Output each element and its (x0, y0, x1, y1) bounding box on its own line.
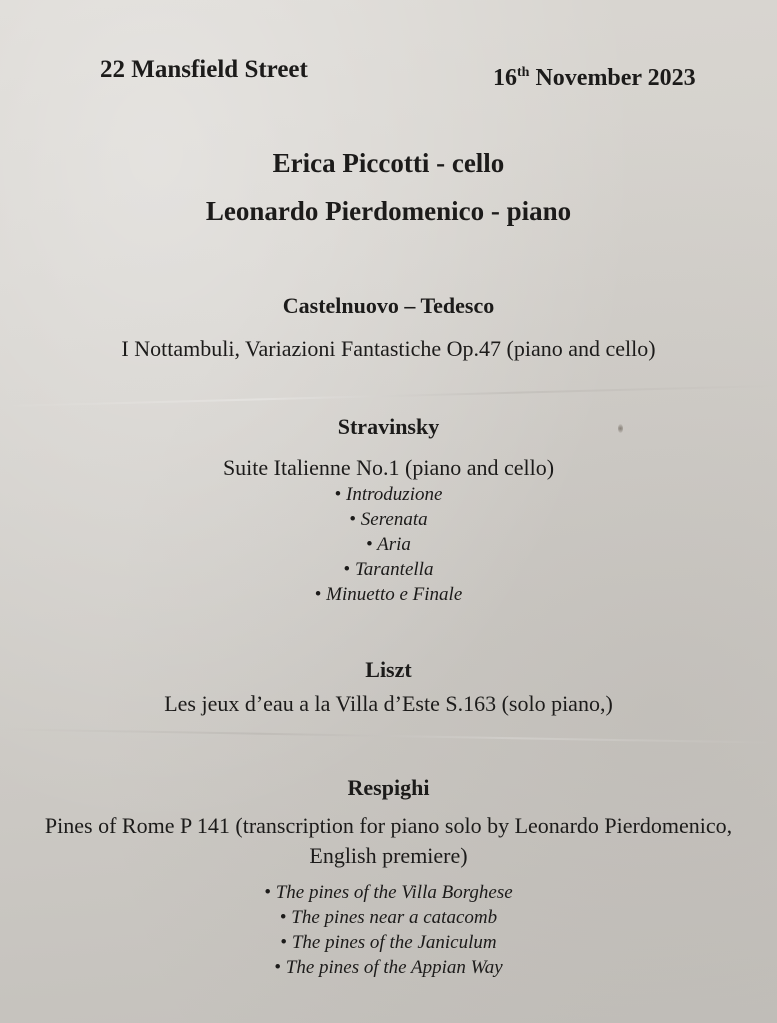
bullet-icon: • (279, 907, 287, 928)
movement-title: Serenata (360, 509, 428, 530)
bullet-icon: • (366, 534, 373, 555)
movement-title: Tarantella (354, 559, 434, 580)
performer-pianist: Leonardo Pierdomenico - piano (205, 196, 572, 226)
date-month-year: November 2023 (529, 65, 696, 91)
date-suffix: th (517, 65, 530, 80)
movement-item (0, 907, 777, 929)
movement-title: The pines of the Janiculum (291, 932, 497, 953)
work-pines-of-rome-line2: English premiere) (309, 843, 468, 868)
movement-title: The pines near a catacomb (291, 907, 498, 928)
bullet-icon: • (349, 509, 357, 530)
movement-item (0, 882, 777, 904)
bullet-icon: • (280, 932, 288, 953)
movement-title: Minuetto e Finale (326, 584, 463, 605)
venue-address: 22 Mansfield Street (100, 56, 308, 83)
work-jeux-deau: Les jeux d’eau a la Villa d’Este S.163 (solo piano,) (164, 691, 613, 716)
performer-cellist: Erica Piccotti - cello (272, 148, 505, 178)
movement-item (0, 559, 777, 581)
work-nottambuli: I Nottambuli, Variazioni Fantastiche Op.47 (piano and cello) (121, 336, 656, 361)
movement-title: The pines of the Villa Borghese (275, 882, 513, 903)
movement-title: Aria (377, 534, 411, 555)
bullet-icon: • (264, 882, 271, 903)
date-day: 16 (493, 65, 517, 91)
movement-item (0, 484, 777, 506)
work-pines-of-rome-line1: Pines of Rome P 141 (transcription for piano solo by Leonardo Pierdomenico, (44, 813, 733, 838)
movement-title: Introduzione (346, 484, 443, 505)
bullet-icon: • (314, 584, 322, 605)
work-suite-italienne: Suite Italienne No.1 (piano and cello) (222, 455, 555, 480)
movement-item (0, 509, 777, 531)
bullet-icon: • (274, 957, 281, 978)
composer-castelnuovo-tedesco: Castelnuovo – Tedesco (282, 293, 495, 318)
movement-item (0, 932, 777, 954)
bullet-icon: • (343, 559, 351, 580)
composer-liszt: Liszt (365, 657, 412, 682)
bullet-icon: • (334, 484, 342, 505)
concert-date (493, 65, 696, 92)
movement-title: The pines of the Appian Way (285, 957, 503, 978)
movement-item (0, 957, 777, 979)
paper-crease (0, 385, 777, 407)
movement-item (0, 534, 777, 556)
movement-item (0, 584, 777, 606)
composer-stravinsky: Stravinsky (337, 414, 440, 439)
paper-crease (0, 728, 777, 744)
composer-respighi: Respighi (347, 775, 430, 800)
